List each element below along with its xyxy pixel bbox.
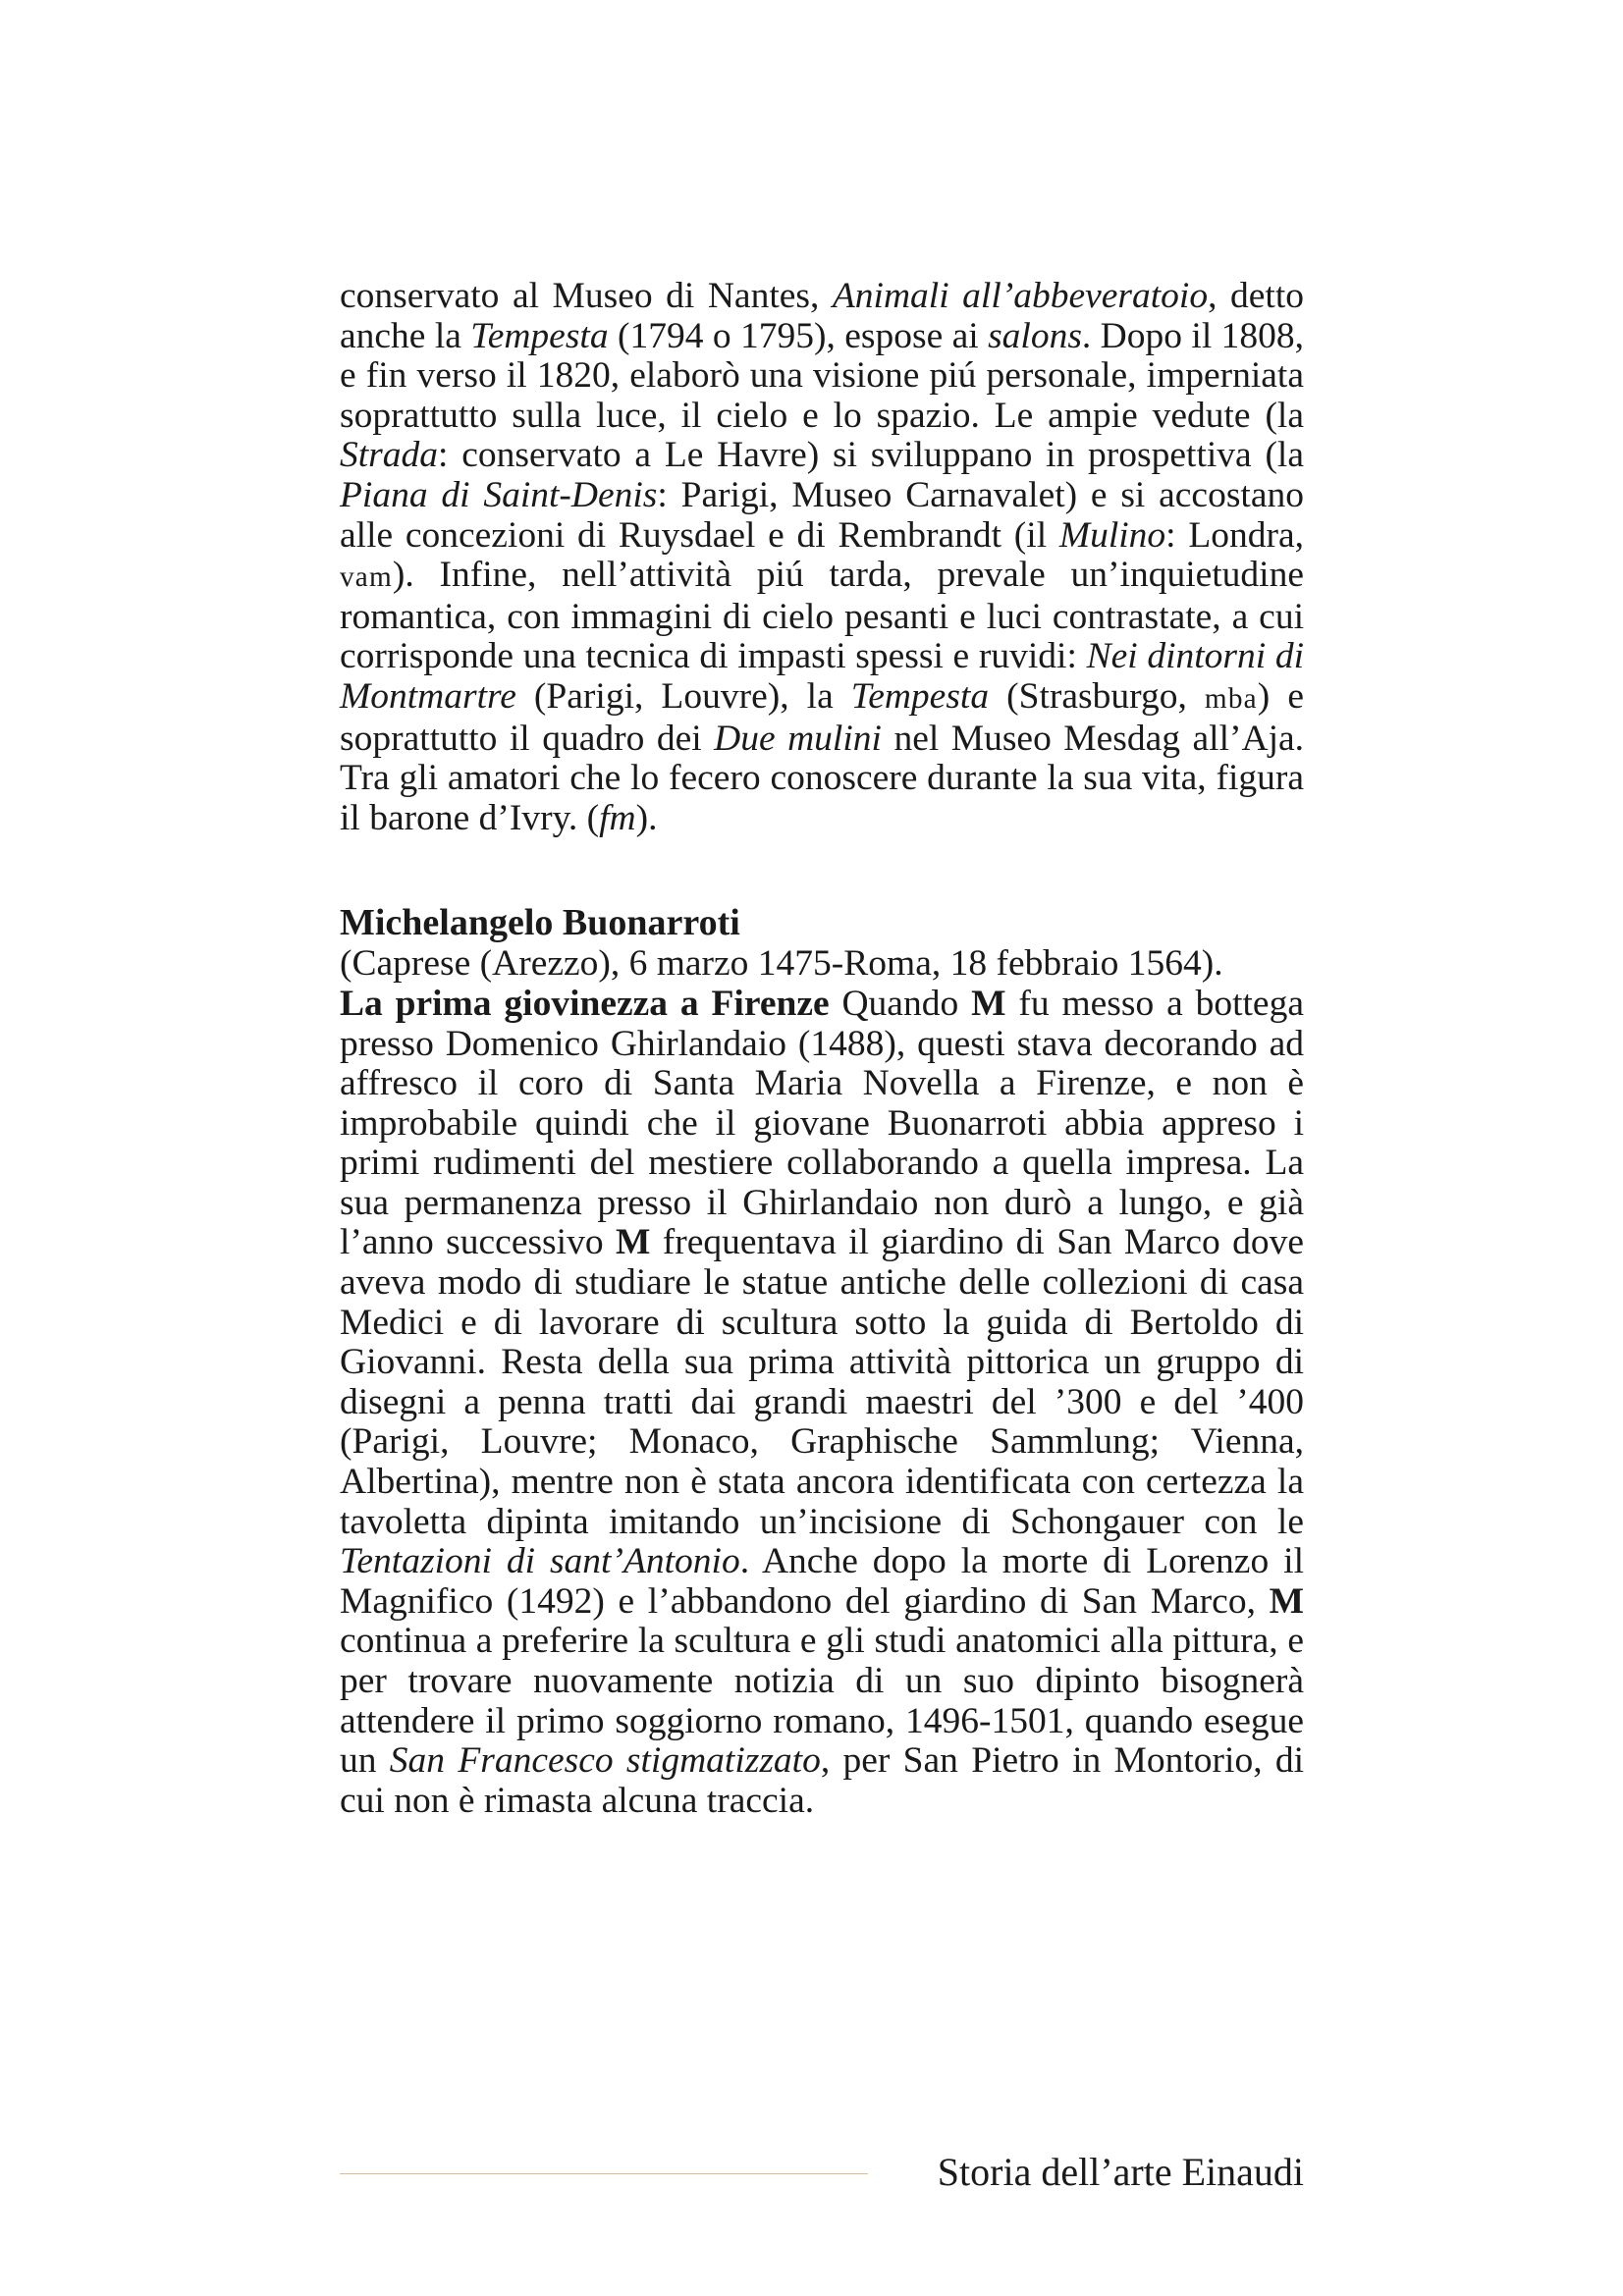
entry-title: Michelangelo Buonarroti <box>340 902 740 944</box>
paragraph-continuation: conservato al Museo di Nantes, Animali all’abbeveratoio, detto anche la Tempesta (1794 o 1795), espose ai salons. Dopo il 1808, e fin verso il 1820, elaborò una visione piú personale, imperniata soprattutto sulla luce, il cielo e lo spazio. Le ampie vedute (la Strada: conservato a Le Havre) si sviluppano in prospettiva (la Piana di Saint-Denis: Parigi, Museo Carnavalet) e si accostano alle concezioni di Ruysdael e di Rembrandt (il Mulino: Londra, vam). Infine, nell’attività piú tarda, prevale un’inquietudine romantica, con immagini di cielo pesanti e luci contrastate, a cui corrisponde una tecnica di impasti spessi e ruvidi: Nei dintorni di Montmartre (Parigi, Louvre), la Tempesta (Strasburgo, mba) e soprattutto il quadro dei Due mulini nel Museo Mesdag all’Aja. Tra gli amatori che lo fecero conoscere durante la sua vita, figura il barone d’Ivry. (fm). <box>340 276 1305 838</box>
footer-publisher: Storia dell’arte Einaudi <box>937 2150 1304 2194</box>
page-body <box>340 277 1304 1821</box>
entry-dates: (Caprese (Arezzo), 6 marzo 1475-Roma, 18 febbraio 1564). <box>340 943 1223 985</box>
section-subhead: La prima giovinezza a Firenze <box>340 983 830 1024</box>
paragraph-main: La prima giovinezza a Firenze Quando M fu messo a bottega presso Domenico Ghirlandaio (1488), questi stava decorando ad affresco il coro di Santa Maria Novella a Firenze, e non è improbabile quindi che il giovane Buonarroti abbia appreso i primi rudimenti del mestiere collaborando a quella impresa. La sua permanenza presso il Ghirlandaio non durò a lungo, e già l’anno successivo M frequentava il giardino di San Marco dove aveva modo di studiare le statue antiche delle collezioni di casa Medici e di lavorare di scultura sotto la guida di Bertoldo di Giovanni. Resta della sua prima attività pittorica un gruppo di disegni a penna tratti dai grandi maestri del ’300 e del ’400 (Parigi, Louvre; Monaco, Graphische Sammlung; Vienna, Albertina), mentre non è stata ancora identificata con certezza la tavoletta dipinta imitando un’incisione di Schongauer con le Tentazioni di sant’Antonio. Anche dopo la morte di Lorenzo il Magnifico (1492) e l’abbandono del giardino di San Marco, M continua a preferire la scultura e gli studi anatomici alla pittura, e per trovare nuovamente notizia di un suo dipinto bisognerà attendere il primo soggiorno romano, 1496-1501, quando esegue un San Francesco stigmatizzato, per San Pietro in Montorio, di cui non è rimasta alcuna traccia. <box>340 983 1305 1821</box>
footer-rule <box>340 2173 868 2174</box>
